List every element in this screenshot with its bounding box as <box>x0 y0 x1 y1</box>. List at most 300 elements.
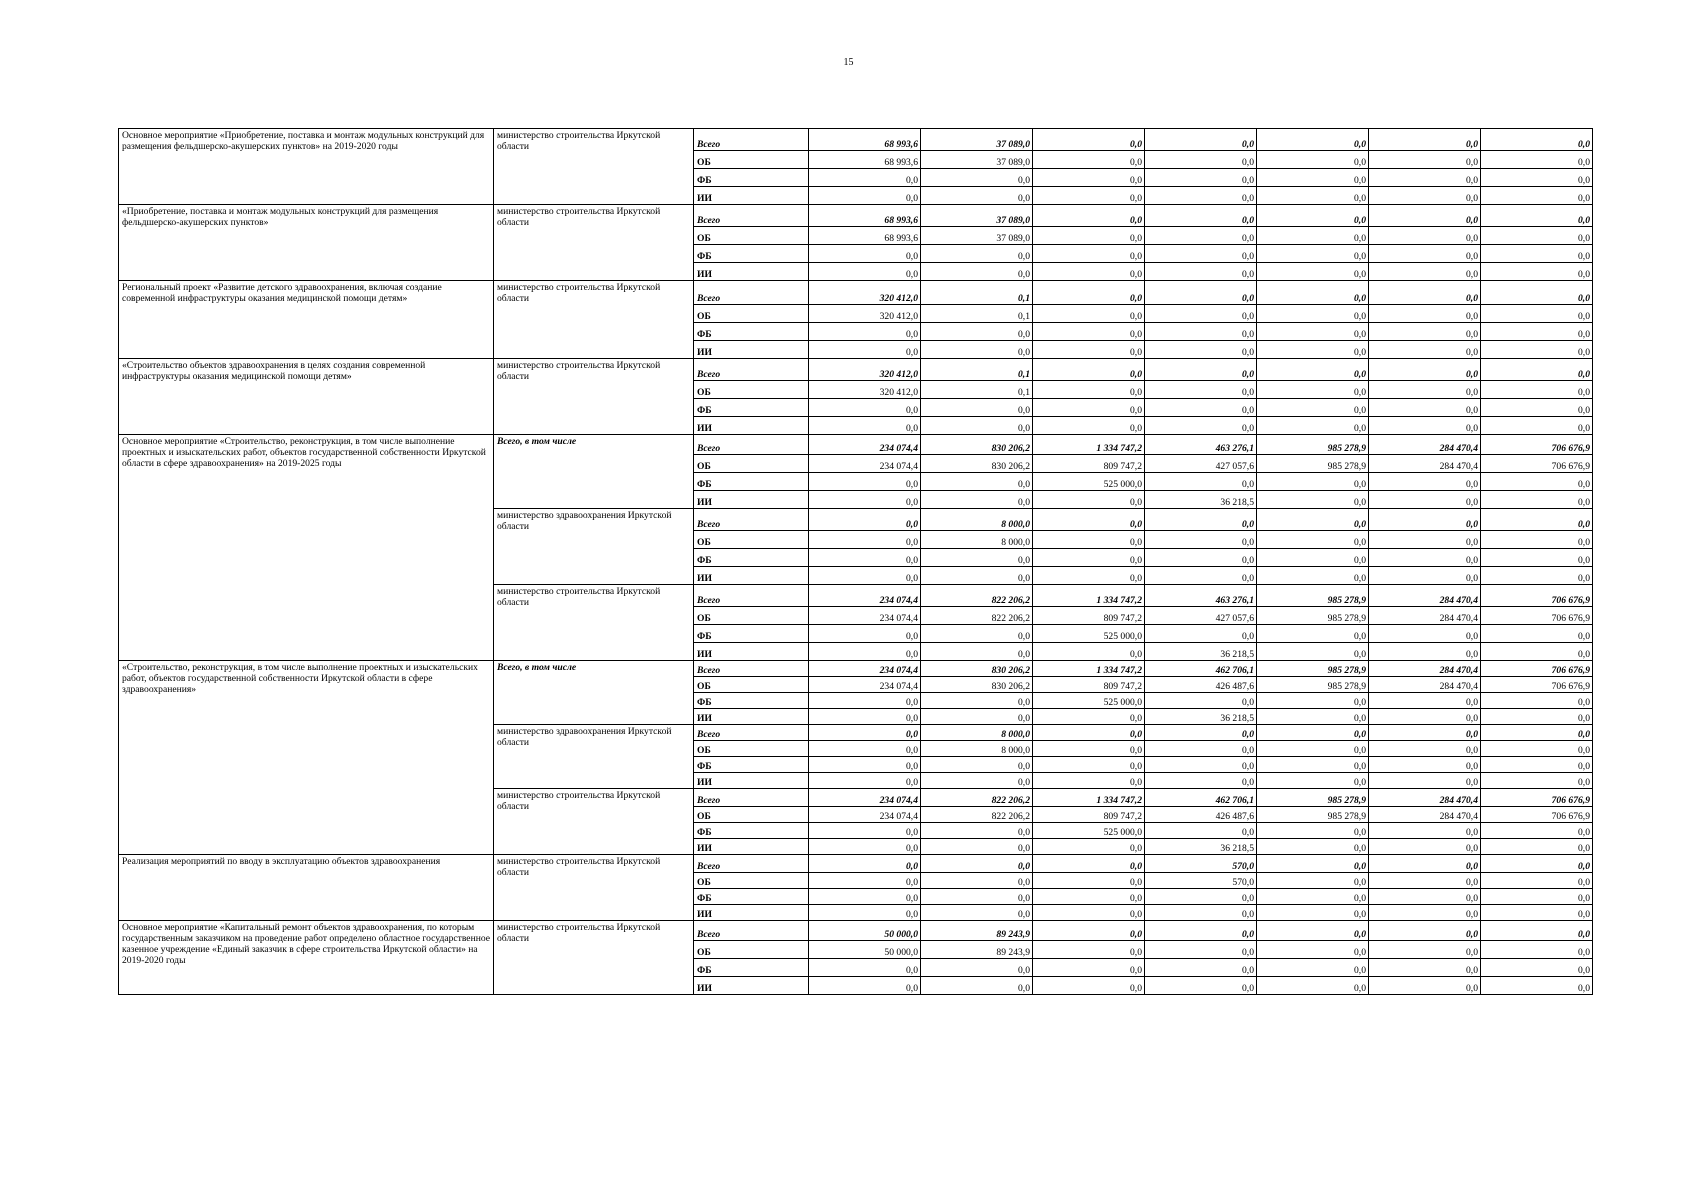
amount-cell: 0,0 <box>1369 341 1481 359</box>
amount-cell: 0,0 <box>1145 741 1257 757</box>
amount-cell: 0,0 <box>1481 549 1593 567</box>
amount-cell: 0,0 <box>1033 245 1145 263</box>
amount-cell: 0,0 <box>1145 921 1257 941</box>
amount-cell: 0,0 <box>1145 245 1257 263</box>
amount-cell: 0,0 <box>1033 977 1145 995</box>
amount-cell: 0,0 <box>809 709 921 725</box>
amount-cell: 0,0 <box>1369 567 1481 585</box>
amount-cell: 570,0 <box>1145 855 1257 873</box>
amount-cell: 0,0 <box>1033 509 1145 531</box>
amount-cell: 0,0 <box>921 341 1033 359</box>
amount-cell: 0,0 <box>1481 509 1593 531</box>
amount-cell: 68 993,6 <box>809 205 921 227</box>
amount-cell: 0,0 <box>1145 263 1257 281</box>
amount-cell: 0,0 <box>1145 205 1257 227</box>
funding-source-cell: ИИ <box>694 709 809 725</box>
amount-cell: 0,0 <box>1369 643 1481 661</box>
amount-cell: 0,0 <box>1481 399 1593 417</box>
amount-cell: 0,0 <box>921 959 1033 977</box>
amount-cell: 320 412,0 <box>809 281 921 305</box>
amount-cell: 0,0 <box>1481 823 1593 839</box>
amount-cell: 0,0 <box>921 855 1033 873</box>
executor-cell: министерство строительства Иркутской области <box>494 789 694 855</box>
amount-cell: 0,0 <box>1481 725 1593 741</box>
amount-cell: 8 000,0 <box>921 531 1033 549</box>
amount-cell: 985 278,9 <box>1257 677 1369 693</box>
executor-cell: министерство здравоохранения Иркутской области <box>494 725 694 789</box>
amount-cell: 0,0 <box>1145 281 1257 305</box>
amount-cell: 0,0 <box>1033 643 1145 661</box>
amount-cell: 284 470,4 <box>1369 585 1481 607</box>
amount-cell: 0,0 <box>1257 773 1369 789</box>
funding-source-cell: Всего <box>694 509 809 531</box>
amount-cell: 0,0 <box>921 709 1033 725</box>
amount-cell: 822 206,2 <box>921 807 1033 823</box>
amount-cell: 50 000,0 <box>809 921 921 941</box>
amount-cell: 0,0 <box>1481 381 1593 399</box>
funding-source-cell: ИИ <box>694 643 809 661</box>
activity-name-cell: Региональный проект «Развитие детского здравоохранения, включая создание современной инфраструктуры оказания медицинской помощи детям» <box>119 281 494 359</box>
amount-cell: 0,1 <box>921 381 1033 399</box>
executor-cell: Всего, в том числе <box>494 661 694 725</box>
amount-cell: 0,0 <box>1369 959 1481 977</box>
amount-cell: 0,0 <box>1369 905 1481 921</box>
amount-cell: 985 278,9 <box>1257 455 1369 473</box>
amount-cell: 0,0 <box>1033 205 1145 227</box>
amount-cell: 0,0 <box>1033 281 1145 305</box>
funding-source-cell: ОБ <box>694 741 809 757</box>
amount-cell: 0,0 <box>1145 187 1257 205</box>
amount-cell: 0,0 <box>1257 941 1369 959</box>
funding-source-cell: ИИ <box>694 491 809 509</box>
amount-cell: 284 470,4 <box>1369 661 1481 677</box>
table-row-total <box>119 661 1593 677</box>
amount-cell: 525 000,0 <box>1033 625 1145 643</box>
amount-cell: 0,0 <box>1481 129 1593 151</box>
amount-cell: 0,0 <box>1481 227 1593 245</box>
amount-cell: 0,0 <box>1369 245 1481 263</box>
amount-cell: 0,0 <box>921 773 1033 789</box>
amount-cell: 37 089,0 <box>921 129 1033 151</box>
amount-cell: 0,0 <box>1481 773 1593 789</box>
funding-source-cell: ОБ <box>694 151 809 169</box>
amount-cell: 0,0 <box>1369 693 1481 709</box>
amount-cell: 0,0 <box>809 567 921 585</box>
amount-cell: 462 706,1 <box>1145 661 1257 677</box>
amount-cell: 0,0 <box>1033 921 1145 941</box>
amount-cell: 0,0 <box>1145 417 1257 435</box>
amount-cell: 0,0 <box>1145 341 1257 359</box>
amount-cell: 0,0 <box>1369 227 1481 245</box>
activity-name-cell: Основное мероприятие «Приобретение, поставка и монтаж модульных конструкций для размещения фельдшерско-акушерских пунктов» на 2019-2020 годы <box>119 129 494 205</box>
amount-cell: 0,0 <box>1033 873 1145 889</box>
amount-cell: 234 074,4 <box>809 677 921 693</box>
amount-cell: 0,0 <box>809 823 921 839</box>
amount-cell: 0,0 <box>1481 151 1593 169</box>
executor-cell: министерство здравоохранения Иркутской области <box>494 509 694 585</box>
amount-cell: 525 000,0 <box>1033 473 1145 491</box>
funding-source-cell: Всего <box>694 129 809 151</box>
amount-cell: 0,0 <box>1145 823 1257 839</box>
amount-cell: 0,0 <box>1145 773 1257 789</box>
amount-cell: 284 470,4 <box>1369 789 1481 807</box>
amount-cell: 0,0 <box>1145 509 1257 531</box>
funding-source-cell: Всего <box>694 359 809 381</box>
funding-source-cell: ОБ <box>694 227 809 245</box>
amount-cell: 0,0 <box>1257 643 1369 661</box>
amount-cell: 0,0 <box>1369 381 1481 399</box>
amount-cell: 0,0 <box>1033 169 1145 187</box>
amount-cell: 0,0 <box>921 839 1033 855</box>
amount-cell: 0,0 <box>1369 977 1481 995</box>
amount-cell: 0,0 <box>1481 855 1593 873</box>
amount-cell: 0,0 <box>921 643 1033 661</box>
amount-cell: 0,0 <box>921 625 1033 643</box>
amount-cell: 0,0 <box>809 509 921 531</box>
amount-cell: 0,0 <box>1033 725 1145 741</box>
table-row-total <box>119 855 1593 873</box>
amount-cell: 0,0 <box>1481 187 1593 205</box>
amount-cell: 0,0 <box>1145 305 1257 323</box>
amount-cell: 0,0 <box>1033 709 1145 725</box>
amount-cell: 0,0 <box>1481 941 1593 959</box>
funding-source-cell: ОБ <box>694 941 809 959</box>
table-row-total <box>119 205 1593 227</box>
amount-cell: 89 243,9 <box>921 941 1033 959</box>
amount-cell: 0,0 <box>809 399 921 417</box>
amount-cell: 809 747,2 <box>1033 607 1145 625</box>
funding-source-cell: ИИ <box>694 839 809 855</box>
amount-cell: 1 334 747,2 <box>1033 585 1145 607</box>
amount-cell: 0,0 <box>809 693 921 709</box>
amount-cell: 0,0 <box>1145 905 1257 921</box>
amount-cell: 0,0 <box>1033 227 1145 245</box>
amount-cell: 0,0 <box>1257 359 1369 381</box>
amount-cell: 0,0 <box>809 187 921 205</box>
amount-cell: 0,0 <box>1369 839 1481 855</box>
amount-cell: 0,0 <box>1481 959 1593 977</box>
amount-cell: 706 676,9 <box>1481 435 1593 455</box>
amount-cell: 0,0 <box>809 531 921 549</box>
amount-cell: 0,0 <box>809 905 921 921</box>
amount-cell: 0,0 <box>809 725 921 741</box>
amount-cell: 0,0 <box>1257 741 1369 757</box>
amount-cell: 0,0 <box>1481 359 1593 381</box>
amount-cell: 0,0 <box>1033 855 1145 873</box>
amount-cell: 0,0 <box>1033 491 1145 509</box>
executor-cell: министерство строительства Иркутской области <box>494 855 694 921</box>
amount-cell: 0,0 <box>1369 263 1481 281</box>
amount-cell: 0,0 <box>1145 323 1257 341</box>
funding-source-cell: ОБ <box>694 677 809 693</box>
funding-source-cell: ФБ <box>694 473 809 491</box>
amount-cell: 0,0 <box>1257 509 1369 531</box>
amount-cell: 0,0 <box>1369 709 1481 725</box>
amount-cell: 0,0 <box>1369 873 1481 889</box>
amount-cell: 706 676,9 <box>1481 607 1593 625</box>
amount-cell: 0,0 <box>1369 399 1481 417</box>
amount-cell: 0,0 <box>1145 531 1257 549</box>
amount-cell: 0,0 <box>809 757 921 773</box>
amount-cell: 0,0 <box>1257 549 1369 567</box>
amount-cell: 0,0 <box>1033 741 1145 757</box>
table-row-total <box>119 359 1593 381</box>
amount-cell: 0,0 <box>1369 921 1481 941</box>
amount-cell: 0,0 <box>1369 305 1481 323</box>
amount-cell: 822 206,2 <box>921 789 1033 807</box>
executor-cell: министерство строительства Иркутской области <box>494 921 694 995</box>
amount-cell: 0,0 <box>921 693 1033 709</box>
amount-cell: 0,0 <box>1033 187 1145 205</box>
amount-cell: 0,0 <box>921 417 1033 435</box>
amount-cell: 0,0 <box>1257 693 1369 709</box>
amount-cell: 0,0 <box>1257 381 1369 399</box>
amount-cell: 0,0 <box>1257 491 1369 509</box>
amount-cell: 0,0 <box>1369 205 1481 227</box>
amount-cell: 0,0 <box>921 757 1033 773</box>
amount-cell: 234 074,4 <box>809 455 921 473</box>
amount-cell: 0,0 <box>1033 129 1145 151</box>
amount-cell: 0,0 <box>1481 693 1593 709</box>
funding-source-cell: ИИ <box>694 187 809 205</box>
amount-cell: 0,0 <box>1369 941 1481 959</box>
amount-cell: 0,0 <box>809 263 921 281</box>
amount-cell: 809 747,2 <box>1033 807 1145 823</box>
amount-cell: 0,0 <box>1369 855 1481 873</box>
amount-cell: 985 278,9 <box>1257 435 1369 455</box>
amount-cell: 0,0 <box>1033 341 1145 359</box>
amount-cell: 0,0 <box>1033 889 1145 905</box>
amount-cell: 0,0 <box>809 773 921 789</box>
amount-cell: 0,0 <box>1257 839 1369 855</box>
amount-cell: 0,0 <box>1369 491 1481 509</box>
amount-cell: 0,0 <box>809 959 921 977</box>
amount-cell: 0,0 <box>1369 509 1481 531</box>
amount-cell: 0,0 <box>1481 741 1593 757</box>
amount-cell: 0,0 <box>1481 905 1593 921</box>
amount-cell: 50 000,0 <box>809 941 921 959</box>
executor-cell: министерство строительства Иркутской области <box>494 281 694 359</box>
amount-cell: 706 676,9 <box>1481 677 1593 693</box>
table-row-total <box>119 435 1593 455</box>
amount-cell: 37 089,0 <box>921 227 1033 245</box>
budget-table <box>118 128 1593 995</box>
amount-cell: 0,0 <box>921 263 1033 281</box>
amount-cell: 0,0 <box>1481 245 1593 263</box>
amount-cell: 0,0 <box>809 977 921 995</box>
amount-cell: 0,0 <box>1481 473 1593 491</box>
amount-cell: 0,0 <box>1481 263 1593 281</box>
amount-cell: 706 676,9 <box>1481 661 1593 677</box>
amount-cell: 0,0 <box>1369 473 1481 491</box>
amount-cell: 809 747,2 <box>1033 455 1145 473</box>
amount-cell: 0,0 <box>1033 305 1145 323</box>
amount-cell: 0,0 <box>921 473 1033 491</box>
funding-source-cell: ФБ <box>694 625 809 643</box>
amount-cell: 0,0 <box>1145 473 1257 491</box>
amount-cell: 525 000,0 <box>1033 693 1145 709</box>
amount-cell: 830 206,2 <box>921 455 1033 473</box>
amount-cell: 0,0 <box>1145 359 1257 381</box>
amount-cell: 0,0 <box>1481 205 1593 227</box>
amount-cell: 822 206,2 <box>921 607 1033 625</box>
amount-cell: 36 218,5 <box>1145 839 1257 855</box>
amount-cell: 0,0 <box>1369 417 1481 435</box>
amount-cell: 0,0 <box>1145 889 1257 905</box>
amount-cell: 234 074,4 <box>809 789 921 807</box>
amount-cell: 0,0 <box>921 905 1033 921</box>
funding-source-cell: ИИ <box>694 417 809 435</box>
amount-cell: 0,0 <box>1481 889 1593 905</box>
amount-cell: 0,0 <box>1033 567 1145 585</box>
amount-cell: 0,0 <box>1033 263 1145 281</box>
amount-cell: 0,0 <box>1033 399 1145 417</box>
amount-cell: 0,0 <box>1145 625 1257 643</box>
funding-source-cell: ОБ <box>694 807 809 823</box>
amount-cell: 0,0 <box>1257 823 1369 839</box>
amount-cell: 0,1 <box>921 305 1033 323</box>
funding-source-cell: ФБ <box>694 549 809 567</box>
funding-source-cell: ФБ <box>694 323 809 341</box>
amount-cell: 0,0 <box>1257 921 1369 941</box>
amount-cell: 36 218,5 <box>1145 643 1257 661</box>
funding-source-cell: ОБ <box>694 455 809 473</box>
amount-cell: 830 206,2 <box>921 661 1033 677</box>
amount-cell: 0,0 <box>809 643 921 661</box>
amount-cell: 0,0 <box>809 889 921 905</box>
funding-source-cell: Всего <box>694 661 809 677</box>
amount-cell: 0,0 <box>1145 129 1257 151</box>
amount-cell: 0,0 <box>1145 151 1257 169</box>
amount-cell: 0,0 <box>1481 305 1593 323</box>
executor-cell: министерство строительства Иркутской области <box>494 359 694 435</box>
amount-cell: 0,0 <box>809 473 921 491</box>
amount-cell: 0,0 <box>1257 889 1369 905</box>
amount-cell: 0,0 <box>1145 169 1257 187</box>
amount-cell: 1 334 747,2 <box>1033 435 1145 455</box>
amount-cell: 427 057,6 <box>1145 607 1257 625</box>
amount-cell: 0,0 <box>1257 227 1369 245</box>
amount-cell: 463 276,1 <box>1145 435 1257 455</box>
amount-cell: 570,0 <box>1145 873 1257 889</box>
amount-cell: 320 412,0 <box>809 381 921 399</box>
amount-cell: 0,0 <box>1145 693 1257 709</box>
amount-cell: 0,0 <box>809 491 921 509</box>
amount-cell: 0,0 <box>1257 245 1369 263</box>
amount-cell: 0,0 <box>1481 417 1593 435</box>
funding-source-cell: ФБ <box>694 399 809 417</box>
amount-cell: 89 243,9 <box>921 921 1033 941</box>
amount-cell: 0,0 <box>1033 959 1145 977</box>
amount-cell: 706 676,9 <box>1481 455 1593 473</box>
amount-cell: 706 676,9 <box>1481 789 1593 807</box>
amount-cell: 0,0 <box>921 889 1033 905</box>
amount-cell: 1 334 747,2 <box>1033 661 1145 677</box>
amount-cell: 0,0 <box>1481 341 1593 359</box>
amount-cell: 0,0 <box>809 549 921 567</box>
amount-cell: 0,0 <box>921 823 1033 839</box>
activity-name-cell: Основное мероприятие «Капитальный ремонт объектов здравоохранения, по которым государственным заказчиком на проведение работ определено областное государственное казенное учреждение «Единый заказчик в сфере строительства Иркутской области» на 2019-2020 годы <box>119 921 494 995</box>
amount-cell: 0,0 <box>1257 531 1369 549</box>
amount-cell: 0,0 <box>809 741 921 757</box>
amount-cell: 0,0 <box>921 567 1033 585</box>
amount-cell: 809 747,2 <box>1033 677 1145 693</box>
amount-cell: 0,0 <box>1481 977 1593 995</box>
amount-cell: 284 470,4 <box>1369 455 1481 473</box>
amount-cell: 0,0 <box>1369 359 1481 381</box>
amount-cell: 0,0 <box>1145 725 1257 741</box>
amount-cell: 525 000,0 <box>1033 823 1145 839</box>
amount-cell: 0,0 <box>921 245 1033 263</box>
amount-cell: 8 000,0 <box>921 509 1033 531</box>
amount-cell: 0,0 <box>921 549 1033 567</box>
amount-cell: 234 074,4 <box>809 607 921 625</box>
amount-cell: 0,0 <box>1481 531 1593 549</box>
amount-cell: 36 218,5 <box>1145 709 1257 725</box>
amount-cell: 0,0 <box>1369 725 1481 741</box>
table-row-total <box>119 129 1593 151</box>
amount-cell: 0,0 <box>1033 549 1145 567</box>
amount-cell: 37 089,0 <box>921 151 1033 169</box>
activity-name-cell: Реализация мероприятий по вводу в эксплуатацию объектов здравоохранения <box>119 855 494 921</box>
amount-cell: 284 470,4 <box>1369 807 1481 823</box>
amount-cell: 36 218,5 <box>1145 491 1257 509</box>
amount-cell: 234 074,4 <box>809 807 921 823</box>
amount-cell: 0,0 <box>1481 323 1593 341</box>
amount-cell: 234 074,4 <box>809 661 921 677</box>
amount-cell: 0,1 <box>921 281 1033 305</box>
amount-cell: 0,0 <box>1369 323 1481 341</box>
amount-cell: 0,0 <box>1145 227 1257 245</box>
amount-cell: 0,0 <box>1257 473 1369 491</box>
amount-cell: 0,0 <box>1481 169 1593 187</box>
amount-cell: 985 278,9 <box>1257 661 1369 677</box>
amount-cell: 0,0 <box>1033 905 1145 921</box>
amount-cell: 0,0 <box>1369 889 1481 905</box>
amount-cell: 0,0 <box>1033 323 1145 341</box>
amount-cell: 0,0 <box>1481 873 1593 889</box>
funding-source-cell: ФБ <box>694 245 809 263</box>
amount-cell: 985 278,9 <box>1257 789 1369 807</box>
funding-source-cell: Всего <box>694 921 809 941</box>
amount-cell: 706 676,9 <box>1481 585 1593 607</box>
amount-cell: 462 706,1 <box>1145 789 1257 807</box>
amount-cell: 0,0 <box>1145 941 1257 959</box>
amount-cell: 0,0 <box>921 491 1033 509</box>
funding-source-cell: ИИ <box>694 263 809 281</box>
funding-source-cell: Всего <box>694 725 809 741</box>
amount-cell: 0,0 <box>1257 625 1369 643</box>
amount-cell: 0,0 <box>1481 921 1593 941</box>
amount-cell: 706 676,9 <box>1481 807 1593 823</box>
amount-cell: 8 000,0 <box>921 741 1033 757</box>
activity-name-cell: Основное мероприятие «Строительство, реконструкция, в том числе выполнение проектных и изыскательских работ, объектов государственной собственности Иркутской области в сфере здравоохранения» на 2019-2025 годы <box>119 435 494 661</box>
amount-cell: 0,0 <box>1257 129 1369 151</box>
amount-cell: 0,0 <box>809 839 921 855</box>
amount-cell: 0,0 <box>921 323 1033 341</box>
amount-cell: 0,0 <box>1369 281 1481 305</box>
amount-cell: 0,0 <box>1033 381 1145 399</box>
amount-cell: 0,0 <box>1033 417 1145 435</box>
amount-cell: 0,0 <box>809 323 921 341</box>
funding-source-cell: ФБ <box>694 169 809 187</box>
amount-cell: 985 278,9 <box>1257 585 1369 607</box>
amount-cell: 0,0 <box>809 855 921 873</box>
activity-name-cell: «Строительство, реконструкция, в том числе выполнение проектных и изыскательских работ, объектов государственной собственности Иркутской области в сфере здравоохранения» <box>119 661 494 855</box>
funding-source-cell: ОБ <box>694 873 809 889</box>
amount-cell: 0,0 <box>1145 399 1257 417</box>
amount-cell: 463 276,1 <box>1145 585 1257 607</box>
